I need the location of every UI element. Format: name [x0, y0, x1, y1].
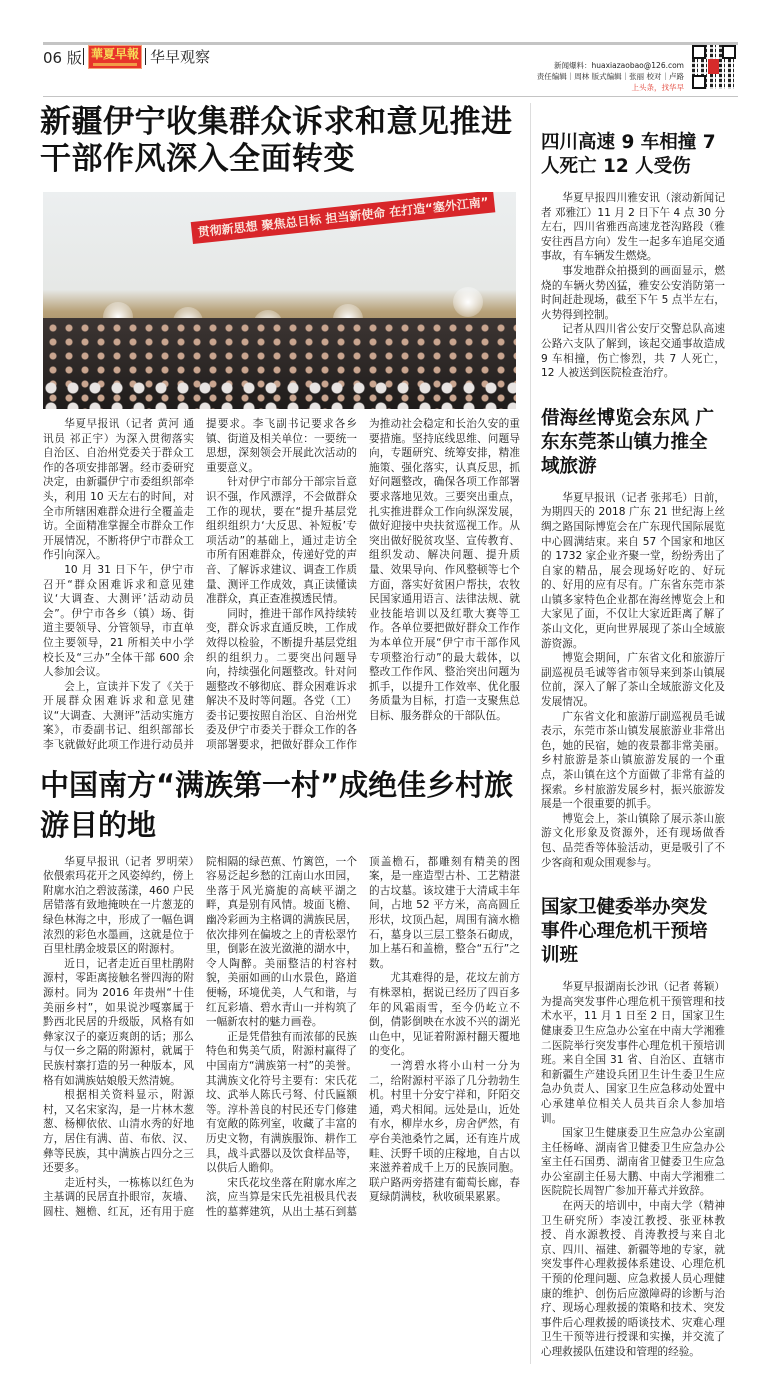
headline-health: 国家卫健委举办突发事件心理危机干预培训班: [541, 897, 708, 967]
article-village-body: [43, 855, 520, 1220]
paragraph: 针对伊宁市部分干部宗旨意识不强，作风漂浮，不会做群众工作的现状，要在“提升基层党组织组织力‘大反思、补短板’专项活动”的基础上，通过走访全市所有困难群众，传递好党的声音、了解诉求建议、调查工作质量、测评工作成效，真正读懂读准群众，真正查准摸透民情。: [206, 476, 357, 606]
logo-text: 華夏早報: [90, 47, 139, 61]
article-dongguan-body: [541, 491, 725, 870]
qr-code-icon: [692, 45, 736, 89]
article-health-body: [541, 980, 725, 1359]
divider: [83, 48, 84, 65]
paragraph: 博览会期间，广东省文化和旅游厅副巡视员毛诚等省市领导来到茶山镇展位前，深入了解了茶山全域旅游文化及发展情况。: [541, 652, 725, 709]
headline-main: 新疆伊宁收集群众诉求和意见推进干部作风深入全面转变: [40, 104, 513, 177]
column-divider: [530, 103, 531, 1364]
paragraph: 同时，推进干部作风持续转变，群众诉求直通反映，工作成效得以检验，不断提升基层党组织的组织力。二要突出问题导向，持续强化问题整改。针对问题整改不够彻底、群众困难诉求解决不及时等问题。各党（工）委书记要按照自治区、自治州党委及伊宁市委关于群众工作的各项部署要求，把做好群众工作作为推动社会稳定和长治久安的重要措施。坚持底线思维、问题导向，专题研究、统筹安排，精准施策、强化落实，认真反思，抓好问题整改，确保各项工作部署要求落地见效。三要突出重点，扎实推进群众工作向纵深发展，做好迎接中央扶贫巡视工作。从突出做好脱贫攻坚、宣传教育、组织发动、解决问题、提升质量、效果导向、作风整顿等七个方面，落实好贫困户帮扶，农牧民国家通用语言、法律法规、就业技能培训以及红歌大赛等工作。各单位要把做好群众工作作为本单位开展“伊宁市干部作风专项整治行动”的最大载体，以整改工作作风、整治突出问题为抓手，以提升工作效率、优化服务质量为目标，打造一支聚焦总目标、服务群众的干部队伍。: [206, 418, 520, 752]
editors: 责任编辑｜周林 版式编辑｜张丽 校对｜卢路: [536, 72, 684, 81]
newspaper-logo: [88, 45, 142, 69]
paragraph: 会上，宣读并下发了《关于开展群众困难诉求和意见建议“大调查、大测评”活动实施方案》，市委副书记、组织部部长李飞就做好此项工作进行动员并提要求。李飞副书记要求各乡镇、街道及相关单位：一要统一思想，深刻领会开展此次活动的重要意义。: [43, 418, 357, 752]
paragraph: 博览会上，茶山镇除了展示茶山旅游文化形象及资源外，还有现场做香包、品莞香等体验活动，更是吸引了不少客商和观众围观参与。: [541, 812, 725, 869]
paragraph: 华夏早报讯（记者 张邦毛）日前，为期四天的 2018 广东 21 世纪海上丝绸之路国际博览会在广东现代国际展览中心圆满结束。来自 57 个国家和地区的 1732 家企业齐聚一堂，纷纷秀出了自家的精品，展会现场好吃的、好玩的、好用的应有尽有。广东省东莞市茶山镇多家特色企业都在海丝博览会上和大家见了面，不仅让大家近距离了解了茶山文化，更向世界展现了茶山全域旅游资源。: [541, 491, 725, 650]
meeting-photo: [43, 192, 516, 409]
paragraph: 根据相关资料显示，附源村，又名宋家沟，是一片林木葱葱、杨柳依依、山清水秀的好地方，居住有满、苗、布依、汉、彝等民族，其中满族占四分之三还要多。: [43, 1089, 194, 1175]
header-top-rule: [43, 42, 738, 45]
paragraph: 华夏早报四川雅安讯（滚动新闻记者 邓雅江）11 月 2 日下午 4 点 30 分左右，四川省雅西高速龙苍沟路段（雅安往西昌方向）发生一起多车追尾交通事故，有车辆发生燃烧。: [541, 192, 725, 263]
photo-banner: 贯彻新思想 聚焦总目标 担当新使命 在打造“塞外江南”: [191, 192, 496, 244]
paragraph: 华夏早报讯（记者 黄河 通讯员 祁正宇）为深入贯彻落实自治区、自治州党委关于群众工作的各项安排部署。经市委研究决定，由新疆伊宁市委组织部牵头，利用 10 天左右的时间，对全市所辖困难群众进行全覆盖走访。全面精准掌握全市群众工作开展情况，不断将伊宁市群众工作引向深入。: [43, 418, 194, 562]
header-bottom-rule: [43, 96, 738, 97]
paragraph: 华夏早报讯（记者 罗明荣）依偎索玛花开之风姿绰约，傍上附廓水泊之碧波荡漾，460 户民居错落有致地掩映在一片葱茏的绿色林海之中，形成了一幅色调浓烈的彩色水墨画，这就是位于百里杜鹃金坡景区的附源村。: [43, 855, 194, 956]
paragraph: 在两天的培训中，中南大学（精神卫生研究所）李凌江教授、张亚林教授、肖水源教授、肖涛教授与来自北京、四川、福建、新疆等地的专家，就突发事件心理救援体系建设、心理危机干预的伦理问题、应急救援人员心理健康的维护、创伤后应激障碍的诊断与治疗、现场心理救援的策略和技术、突发事件后心理救援的晤谈技术、灾难心理卫生干预等进行授课和实操，并交流了心理救援队伍建设和管理的经验。: [541, 1200, 725, 1358]
headline-dongguan: 借海丝博览会东风 广东东莞茶山镇力推全域旅游: [541, 407, 714, 477]
section-name: 华早观察: [150, 48, 211, 66]
article-main-body: [43, 417, 520, 753]
headline-village: 中国南方“满族第一村”成绝佳乡村旅游目的地: [40, 767, 514, 842]
paragraph: 宋氏花坟坐落在附廓水库之滨，应当算是宋氏先祖极具代表性的墓葬建筑，从出土基石到墓顶盖檐石，都雕刻有精美的图案，是一座造型古朴、工艺精湛的古坟墓。该坟建于大清咸丰年间，占地 52 平方米，高高圆丘形状，坟顶凸起，周围有滴水檐石，墓身以三层工整条石砌成，加上基石和盖檐，整合“五行”之数。: [206, 855, 520, 1218]
tipline: 新闻爆料：huaxiazaobao@126.com: [553, 61, 684, 70]
paragraph: 记者从四川省公安厅交警总队高速公路六支队了解到，该起交通事故造成 9 车相撞，伤亡惨烈，共 7 人死亡，12 人被送到医院检查治疗。: [541, 323, 725, 380]
headline-sichuan: 四川高速 9 车相撞 7 人死亡 12 人受伤: [541, 132, 716, 177]
slogan: 上头条，找华早: [631, 83, 684, 92]
paragraph: 走近村头，一栋栋以红色为主基调的民居直扑眼帘，灰墙、圆柱、翘檐、红瓦，还有用于庭院相隔的绿芭蕉、竹篱笆，一个容易泛起乡愁的江南山水田园，坐落于风光旖旎的高峡平湖之畔，真是别有风情。坡面飞檐、幽冷彩画为主格调的满族民居，依次排列在偏坡之上的青松翠竹里，倒影在波光潋滟的湖水中，令人陶醉。美丽整洁的村容村貌，美丽如画的山水景色，路道便畅，环境优美，人气和谐，与红瓦彩墙、碧水青山一并构筑了一幅新农村的魅力画卷。: [43, 855, 357, 1218]
divider: [145, 48, 146, 65]
paragraph: 广东省文化和旅游厅副巡视员毛诚表示，东莞市茶山镇发展旅游业非常出色，她的民宿，她的夜景都非常美丽。乡村旅游是茶山镇旅游发展的一个重点，茶山镇在这个方面做了非常有益的探索。乡村旅游发展乡村，振兴旅游发展是一个很重要的抓手。: [541, 710, 725, 811]
left-column: [40, 104, 520, 1234]
article-sichuan-body: [541, 191, 725, 381]
masthead-info: [537, 60, 684, 93]
paragraph: 正是凭借独有而浓郁的民族特色和隽美气质，附源村赢得了中国南方“满族第一村”的美誉。其满族文化符号主要有：宋氏花坟、武举人陈氏弓弩、付氏匾额等。淳朴善良的村民还专门修建有宽敞的陈列室，收藏了丰富的历史文物，有满族服饰、耕作工具，战斗武器以及饮食样品等，以供后人瞻仰。: [206, 1030, 357, 1175]
paragraph: 华夏早报湖南长沙讯（记者 蒋颖）为提高突发事件心理危机干预管理和技术水平，11 月 1 日至 2 日，国家卫生健康委卫生应急办公室在中南大学湘雅二医院举行突发事件心理危机干预培训班。来自全国 31 省、自治区、直辖市和新疆生产建设兵团卫生计生委卫生应急办负责人、国家卫生应急移动处置中心承建单位相关人员共百余人参加培训。: [541, 981, 725, 1125]
paragraph: 10 月 31 日下午，伊宁市召开“群众困难诉求和意见建议‘大调查、大测评’活动动员会”。伊宁市各乡（镇）场、街道主要领导、分管领导，市直单位主要领导，21 所相关中小学校长及“三办”全体干部 600 余人参加会议。: [43, 563, 194, 679]
paragraph: 事发地群众拍摄到的画面显示，燃烧的车辆火势凶猛，雅安公安消防第一时间赶赴现场，截至下午 5 点半左右，火势得到控制。: [541, 264, 725, 321]
right-column: [541, 131, 725, 1374]
page-number: 06 版: [43, 49, 82, 67]
paragraph: 一湾碧水将小山村一分为二，给附源村平添了几分勃勃生机。村里十分安宁祥和，阡陌交通，鸡犬相闻。远处是山，近处有水，柳岸水乡，房舍俨然，有亭台美池桑竹之属，还有连片成畦、沃野千顷的庄稼地，自古以来滋养着成千上万的民族同胞。联户路两旁搭建有葡萄长廊，春夏绿荫满枝，秋收硕果累累。: [369, 1059, 520, 1204]
paragraph: 尤其难得的是，花坟左前方有株翠柏，据说已经历了四百多年的风霜雨雪，至今仍屹立不倒，倩影倒映在水波不兴的湖光山色中，见证着附源村翻天覆地的变化。: [369, 972, 520, 1058]
paragraph: 国家卫生健康委卫生应急办公室副主任杨峰、湖南省卫健委卫生应急办公室主任石国勇、湖南省卫健委卫生应急办公室副主任易大鹏、中南大学湘雅二医院院长周智广参加开幕式并致辞。: [541, 1127, 725, 1198]
paragraph: 近日，记者走近百里杜鹃附源村，零距离接触名誉四海的附源村。同为 2016 年贵州“十佳美丽乡村”，如果说沙嘎寨属于黔西北民居的升级版，风格有如彝家汉子的豪迈爽朗的话；那么与仅一乡之隔的附源村，就属于民族村寨打造的另一种版本，风格有如满族姑娘般天然清婉。: [43, 957, 194, 1087]
